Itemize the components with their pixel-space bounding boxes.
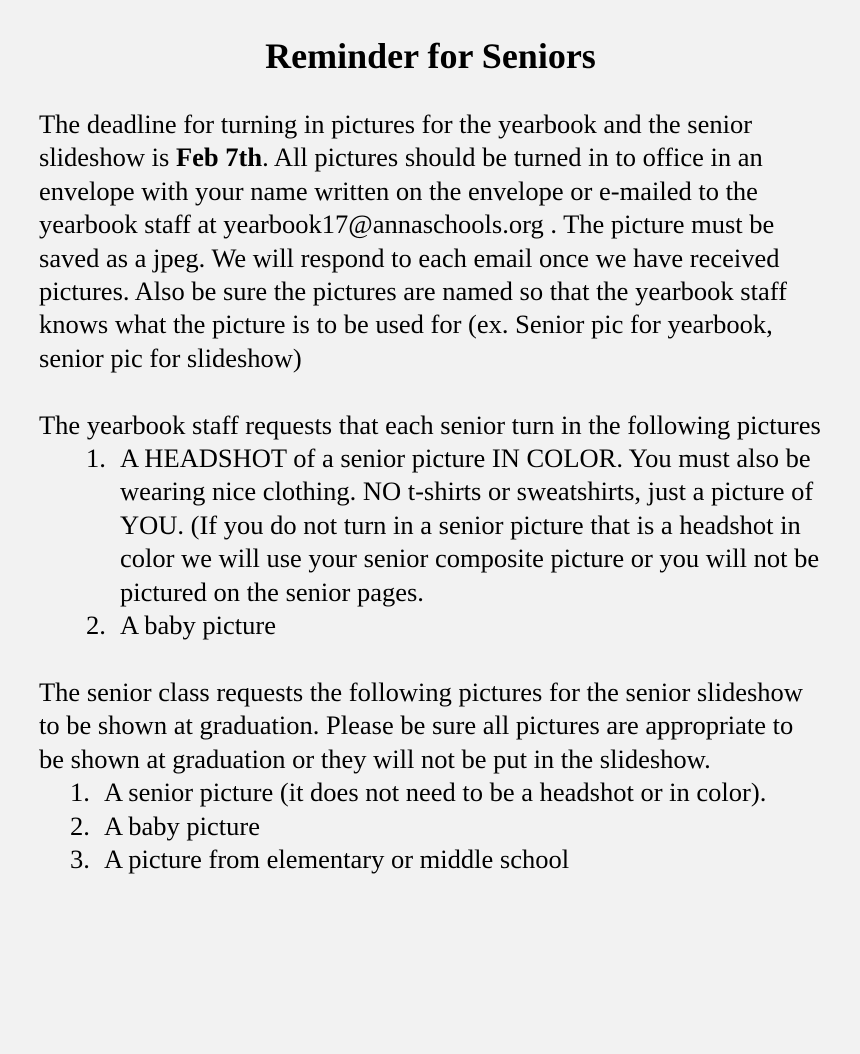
list-item-text: A baby picture [104,810,261,841]
list-item [70,776,822,809]
page-title: Reminder for Seniors [265,36,596,76]
list-item [70,810,822,843]
deadline-text-before: The deadline for turning in pictures for the yearbook and the senior slideshow is [39,109,753,173]
list-item-number: 1. [70,777,90,808]
list-item-text: A baby picture [120,610,277,641]
list-item-number: 3. [70,843,90,874]
list-item-number: 2. [70,810,90,841]
slideshow-picture-list [39,776,822,876]
list-item-number: 1. [86,443,106,474]
yearbook-requests-intro: The yearbook staff requests that each senior turn in the following pictures [39,409,821,440]
list-item-text: A senior picture (it does not need to be a headshot or in color). [104,777,767,808]
list-item-number: 2. [86,610,106,641]
list-item [70,843,822,876]
deadline-paragraph [39,108,822,375]
slideshow-requests-intro: The senior class requests the following pictures for the senior slideshow to be shown at graduation. Please be sure all pictures are appropriate to be shown at graduation or they will not be put in the slideshow. [39,676,803,774]
list-item [86,442,822,609]
deadline-date: Feb 7th [175,142,263,173]
deadline-text-after: . All pictures should be turned in to office in an envelope with your name written on the envelope or e-mailed to the yearbook staff at yearbook17@annaschools.org . The picture must be saved as a jpeg. We will respond to each email once we have received pictures. Also be sure the pictures are named so that the yearbook staff knows what the picture is to be used for (ex. Senior pic for yearbook, senior pic for slideshow) [39,142,787,373]
list-item-text: A picture from elementary or middle school [104,843,570,874]
paragraph-spacer [39,375,822,408]
yearbook-picture-list [39,442,822,642]
list-item [86,609,822,642]
paragraph-spacer [39,642,822,675]
list-item-text: A HEADSHOT of a senior picture IN COLOR. You must also be wearing nice clothing. NO t-shirts or sweatshirts, just a picture of YOU. (If you do not turn in a senior picture that is a headshot in color we will use your senior composite picture or you will not be pictured on the senior pages. [120,443,820,607]
